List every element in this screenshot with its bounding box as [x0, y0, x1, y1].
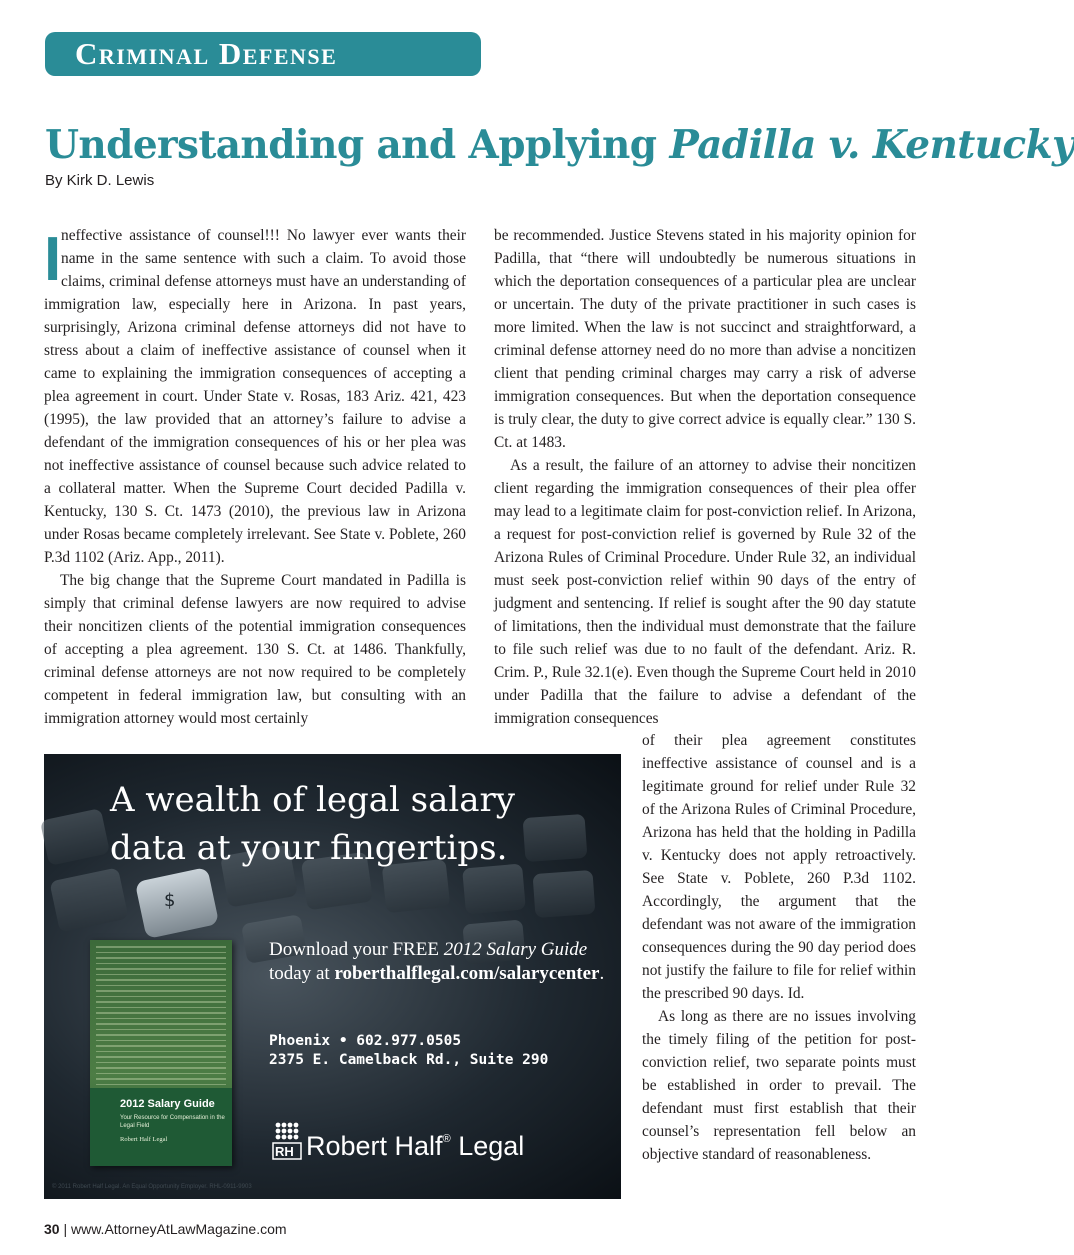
download-pre: Download your FREE	[269, 939, 444, 960]
article-column-2	[494, 224, 916, 730]
page-number: 30	[44, 1221, 60, 1237]
paragraph: of their plea agreement constitutes ineffective assistance of counsel and is a legitimate ground for relief under Rule 32 of the Arizona Rules of Criminal Procedure, Arizona has held that the holding in Padilla v. Kentucky does not apply retroactively. See State v. Poblete, 260 P.3d 1102. Accordingly, the argument that the defendant was not aware of the immigration consequences during the 90 day period does not justify the failure to file for relief within the prescribed 90 days. Id.	[642, 732, 916, 1002]
ad-headline	[110, 776, 610, 872]
salary-center-link[interactable]: roberthalflegal.com/salarycenter	[334, 963, 600, 984]
ad-legal-text: © 2011 Robert Half Legal. An Equal Opportunity Employer. RHL-0911-9903	[52, 1184, 252, 1190]
guide-text-lines	[96, 946, 226, 1092]
download-end: .	[599, 963, 605, 984]
guide-title: 2012 Salary Guide	[120, 1098, 215, 1110]
dollar-key-label: $	[164, 890, 176, 911]
footer-site-link[interactable]: www.AttorneyAtLawMagazine.com	[71, 1221, 287, 1237]
download-line-2	[269, 962, 614, 986]
paragraph: As long as there are no issues involving the timely filing of the petition for post-conviction relief, two separate points must be established in order to prevail. The defendant must first establish that their counsel’s representation fell below an objective standard of reasonableness.	[642, 1008, 916, 1163]
page-footer	[44, 1221, 287, 1237]
footer-separator: |	[63, 1221, 68, 1237]
ad-download-text	[269, 938, 614, 986]
guide-brand: Robert Half Legal	[120, 1136, 168, 1143]
salary-guide-advertisement[interactable]	[44, 754, 621, 1199]
ad-contact	[269, 1032, 548, 1070]
article-column-1	[44, 224, 466, 730]
salary-guide-book-image	[90, 940, 232, 1166]
logo-suffix: Legal	[458, 1131, 525, 1161]
download-line-1	[269, 938, 614, 962]
ad-headline-line: A wealth of legal salary	[110, 780, 515, 820]
download-guide-name: 2012 Salary Guide	[443, 939, 588, 960]
phone-number: Phoenix • 602.977.0505	[269, 1033, 462, 1049]
logo-text: Robert Half	[306, 1131, 443, 1161]
paragraph: be recommended. Justice Stevens stated in his majority opinion for Padilla, that “there will undoubtedly be numerous situations in which the deportation consequences of a particular plea are unclear or uncertain. The duty of the private practitioner in such cases is more limited. When the law is not succinct and straightforward, a criminal defense attorney need do no more than advise a noncitizen client that pending criminal charges may carry a risk of adverse immigration consequences. But when the deportation consequence is truly clear, the duty to give correct advice is equally clear.” 130 S. Ct. at 1483.	[494, 227, 916, 451]
paragraph: The big change that the Supreme Court mandated in Padilla is simply that criminal defense lawyers are now required to advise their noncitizen clients of the potential immigration consequences of accepting a plea agreement. 130 S. Ct. at 1486. Thankfully, criminal defense attorneys are not now required to be completely competent in federal immigration law, but consulting with an immigration attorney would most certainly	[44, 572, 466, 727]
robert-half-logo-text: Robert Half® Legal	[306, 1131, 525, 1161]
paragraph-text: neffective assistance of counsel!!! No lawyer ever wants their name in the same sentence with such a claim. To avoid those claims, criminal defense attorneys must have an understanding of immigration law, especially here in Arizona. In past years, surprisingly, Arizona criminal defense attorneys did not have to stress about a claim of ineffective assistance of counsel when it came to explaining the immigration consequences of accepting a plea agreement in court. Under State v. Rosas, 183 Ariz. 421, 423 (1995), the law provided that an attorney’s failure to advise a defendant of the immigration consequences of his or her plea was not ineffective assistance of counsel because such advice related to a collateral matter. When the Supreme Court decided Padilla v. Kentucky, 130 S. Ct. 1473 (2010), the previous law in Arizona under Rosas became completely irrelevant. See State v. Poblete, 260 P.3d 1102 (Ariz. App., 2011).	[44, 227, 466, 566]
download-mid: today at	[269, 963, 335, 984]
article-title	[45, 122, 1074, 168]
article-column-3	[642, 729, 916, 1166]
office-address: 2375 E. Camelback Rd., Suite 290	[269, 1052, 549, 1068]
title-case-name: Padilla v. Kentucky	[669, 122, 1074, 168]
ad-headline-line: data at your fingertips.	[110, 828, 508, 868]
title-prefix: Understanding and Applying	[45, 122, 670, 168]
guide-subtitle: Your Resource for Compensation in the Legal Field	[120, 1115, 225, 1129]
paragraph	[44, 224, 466, 569]
paragraph: As a result, the failure of an attorney to advise their noncitizen client regarding the immigration consequences of their plea offer may lead to a legitimate claim for post-conviction relief. In Arizona, a request for post-conviction relief is governed by Rule 32 of the Arizona Rules of Criminal Procedure. Under Rule 32, an individual must seek post-conviction relief within 90 days of the entry of judgment and sentencing. If relief is sought after the 90 day statute of limitations, then the individual must demonstrate that the failure to file such relief was due to no fault of the defendant. Ariz. R. Crim. P., Rule 32.1(e). Even though the Supreme Court held in 2010 under Padilla that the failure to advise a defendant of the immigration consequences	[494, 457, 916, 727]
robert-half-logo-mark: RH	[275, 1144, 294, 1159]
byline: By Kirk D. Lewis	[45, 172, 155, 189]
section-label: Criminal Defense	[45, 32, 481, 76]
drop-cap: I	[44, 225, 62, 294]
